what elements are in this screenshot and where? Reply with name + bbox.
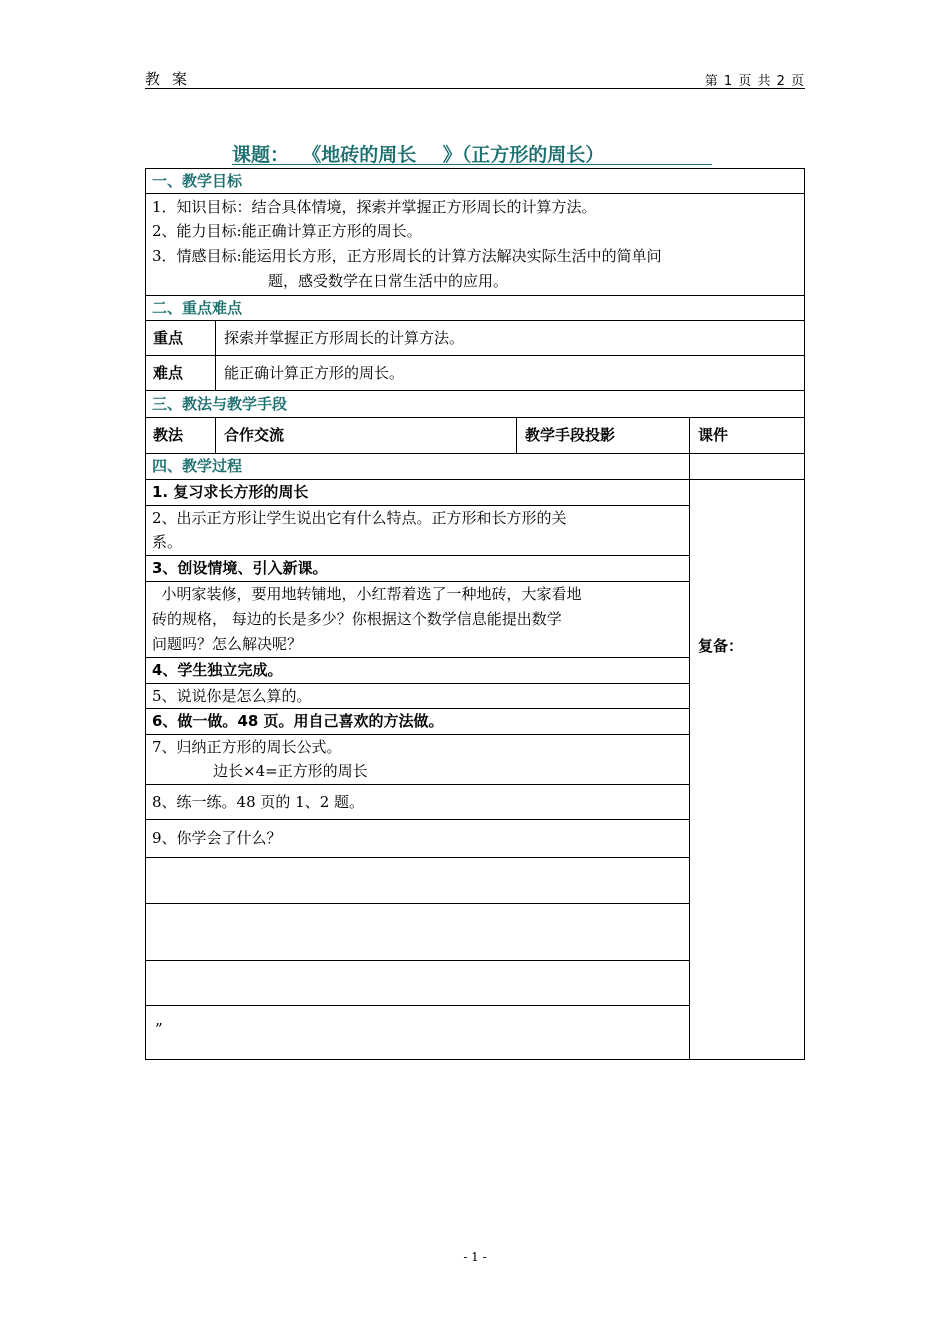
page-header (145, 66, 805, 89)
step-4: 4、学生独立完成。 (152, 661, 283, 679)
step-7-formula: 边长×4=正方形的周长 (213, 762, 368, 780)
step-1: 1. 复习求长方形的周长 (152, 483, 309, 501)
step-8: 8、练一练。48 页的 1、2 题。 (152, 793, 365, 811)
objective-emotion: 3．情感目标:能运用长方形，正方形周长的计算方法解决实际生活中的简单问 (152, 247, 662, 265)
step-2: 2、出示正方形让学生说出它有什么特点。正方形和长方形的关 (152, 509, 567, 527)
key-label: 重点 (153, 329, 184, 347)
step-2-cont: 系。 (152, 533, 183, 551)
step-trailing-mark: ” (155, 1020, 163, 1038)
step-6: 6、做一做。48 页。用自己喜欢的方法做。 (152, 712, 444, 730)
review-label: 复备： (698, 637, 744, 655)
step-7: 7、归纳正方形的周长公式。 (152, 738, 342, 756)
objective-knowledge: 1．知识目标：结合具体情境，探索并掌握正方形周长的计算方法。 (152, 198, 597, 216)
objective-emotion-cont: 题，感受数学在日常生活中的应用。 (268, 272, 509, 290)
objective-ability: 2、能力目标:能正确计算正方形的周长。 (152, 222, 422, 240)
step-3-text-1: 小明家装修，要用地转铺地，小红帮着选了一种地砖，大家看地 (152, 585, 582, 603)
header-page-count: 第 1 页 共 2 页 (704, 74, 805, 89)
header-doc-type: 教案 (145, 70, 200, 88)
lesson-title: 课题： 《地砖的周长 》（正方形的周长） (232, 140, 712, 165)
difficulty-label: 难点 (153, 364, 184, 382)
section-objectives-heading: 一、教学目标 (152, 172, 243, 190)
step-3: 3、创设情境、引入新课。 (152, 559, 328, 577)
section-process-heading: 四、教学过程 (152, 457, 243, 475)
means-value: 课件 (698, 426, 729, 444)
step-9: 9、你学会了什么？ (152, 829, 282, 847)
section-methods-heading: 三、教法与教学手段 (152, 395, 288, 413)
method-label: 教法 (153, 426, 184, 444)
key-text: 探索并掌握正方形周长的计算方法。 (224, 329, 465, 347)
step-3-text-3: 问题吗？怎么解决呢？ (152, 635, 303, 653)
section-keypoints-heading: 二、重点难点 (152, 299, 243, 317)
difficulty-text: 能正确计算正方形的周长。 (224, 364, 405, 382)
method-value: 合作交流 (224, 426, 285, 444)
page-footer-number: - 1 - (463, 1250, 487, 1264)
means-label: 教学手段投影 (525, 426, 616, 444)
step-3-text-2: 砖的规格， 每边的长是多少？你根据这个数学信息能提出数学 (152, 610, 562, 628)
step-5: 5、说说你是怎么算的。 (152, 687, 312, 705)
